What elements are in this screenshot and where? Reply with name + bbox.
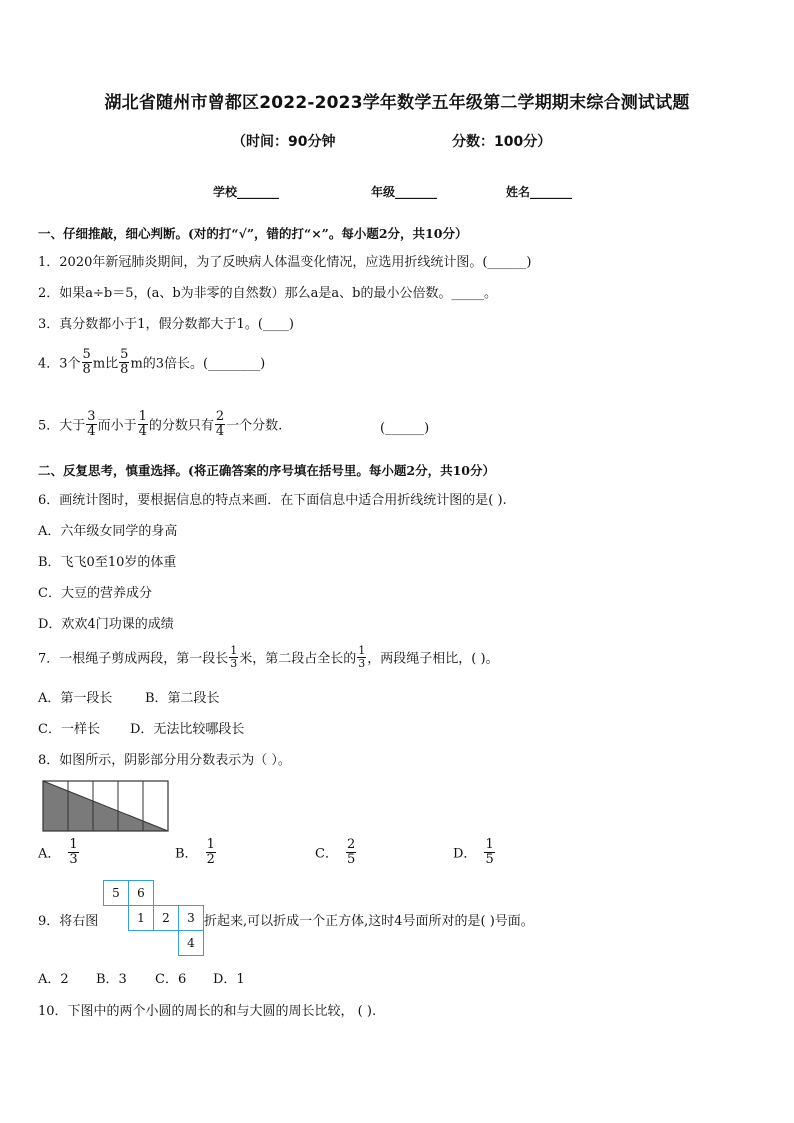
q6-option-a: A．六年级女同学的身高 — [38, 524, 178, 539]
q7-f2-denominator: 3 — [358, 656, 366, 670]
q7-text-a: 7．一根绳子剪成两段，第一段长 — [38, 651, 229, 667]
q4-f2-numerator: 5 — [120, 347, 129, 362]
q5-f1-denominator: 4 — [87, 423, 96, 439]
school-field: 学校_______ — [213, 185, 280, 199]
q5-f3-numerator: 2 — [215, 409, 225, 424]
q9-option-b: B．3 — [96, 972, 127, 987]
cube-net-face-3: 3 — [178, 905, 204, 931]
q8-option-d — [453, 838, 496, 866]
exam-time: （时间：90分钟 — [232, 134, 336, 150]
section2-heading: 二、反复思考，慎重选择。(将正确答案的序号填在括号里。每小题2分，共10分） — [38, 463, 496, 478]
q8-option-b — [175, 838, 217, 866]
question-8: 8．如图所示，阴影部分用分数表示为（ ）。 — [38, 753, 291, 768]
q5-f3-denominator: 4 — [215, 423, 225, 439]
q8-option-b-fraction — [206, 838, 216, 866]
q8-d-denominator: 5 — [485, 851, 494, 867]
question-5 — [38, 410, 282, 438]
q7-fraction-1 — [229, 645, 238, 669]
q8-c-numerator: 2 — [346, 837, 356, 852]
q4-fraction-1 — [82, 348, 92, 376]
q5-text-d: 一个分数. — [226, 418, 283, 434]
cube-net-face-2: 2 — [153, 905, 179, 931]
q7-option-b: B．第二段长 — [145, 691, 220, 706]
question-2: 2．如果a÷b＝5，(a、b为非零的自然数）那么a是a、b的最小公倍数。_____。 — [38, 286, 497, 301]
q5-text-c: 的分数只有 — [148, 418, 214, 434]
q7-option-a: A．第一段长 — [38, 691, 113, 706]
q5-text-b: 而小于 — [97, 418, 137, 434]
q5-fraction-2 — [138, 410, 148, 438]
q9-option-d: D．1 — [213, 972, 245, 987]
q5-fraction-3 — [215, 410, 225, 438]
q5-f2-denominator: 4 — [138, 423, 147, 439]
q4-f1-denominator: 8 — [82, 361, 91, 377]
q7-text-b: 米，第二段占全长的 — [239, 651, 357, 667]
q7-fraction-2 — [357, 645, 366, 669]
q8-option-a-fraction — [68, 838, 78, 866]
question-3: 3．真分数都小于1，假分数都大于1。(____) — [38, 317, 294, 332]
page-title: 湖北省随州市曾都区2022-2023学年数学五年级第二学期期末综合测试试题 — [104, 93, 690, 113]
q8-option-a-label: A． — [38, 846, 61, 862]
q4-text-c: m的3倍长。(________) — [130, 356, 266, 372]
q8-option-c-label: C． — [315, 846, 338, 862]
q6-option-d: D．欢欢4门功课的成绩 — [38, 617, 174, 632]
q7-f2-numerator: 1 — [358, 644, 366, 657]
q4-f1-numerator: 5 — [82, 347, 91, 362]
cube-net-face-6: 6 — [128, 880, 154, 906]
question-10: 10．下图中的两个小圆的周长的和与大圆的周长比较， ( ). — [38, 1004, 377, 1019]
q9-suffix: 折起来,可以折成一个正方体,这时4号面所对的是( )号面。 — [204, 914, 534, 929]
q5-f1-numerator: 3 — [87, 409, 96, 424]
q5-text-a: 5．大于 — [38, 418, 86, 434]
name-field: 姓名_______ — [506, 185, 573, 199]
question-7 — [38, 645, 499, 669]
q9-option-a: A．2 — [38, 972, 69, 987]
q6-option-b: B．飞飞0至10岁的体重 — [38, 555, 177, 570]
q4-text-a: 4．3个 — [38, 356, 81, 372]
question-1: 1．2020年新冠肺炎期间，为了反映病人体温变化情况，应选用折线统计图。(______) — [38, 255, 532, 270]
q5-answer-blank: (______) — [380, 421, 430, 436]
q7-f1-numerator: 1 — [230, 644, 238, 657]
q8-option-c-fraction — [346, 838, 356, 866]
q8-option-c — [315, 838, 357, 866]
cube-net-face-5: 5 — [103, 880, 129, 906]
q4-f2-denominator: 8 — [120, 361, 129, 377]
q4-fraction-2 — [119, 348, 129, 376]
q8-a-denominator: 3 — [69, 851, 78, 867]
q7-f1-denominator: 3 — [230, 656, 238, 670]
q8-option-d-fraction — [484, 838, 494, 866]
q9-option-c: C．6 — [155, 972, 187, 987]
exam-score: 分数：100分） — [452, 134, 552, 150]
q9-prefix: 9．将右图 — [38, 914, 99, 929]
question-6: 6．画统计图时，要根据信息的特点来画．在下面信息中适合用折线统计图的是( ). — [38, 493, 507, 508]
q8-d-numerator: 1 — [485, 837, 494, 852]
q8-option-a — [38, 838, 80, 866]
grade-field: 年级_______ — [371, 185, 438, 199]
q7-option-c: C．一样长 — [38, 722, 100, 737]
question-4 — [38, 348, 265, 376]
q8-b-numerator: 1 — [206, 837, 215, 852]
q8-option-b-label: B． — [175, 846, 198, 862]
q5-fraction-1 — [86, 410, 96, 438]
q5-f2-numerator: 1 — [138, 409, 147, 424]
q8-a-numerator: 1 — [69, 837, 78, 852]
q7-text-c: ，两段绳子相比，( )。 — [367, 651, 499, 667]
q8-shaded-rectangle-figure — [42, 780, 172, 832]
section1-heading: 一、仔细推敲，细心判断。(对的打“√”，错的打“×”。每小题2分，共10分） — [38, 226, 468, 241]
q6-option-c: C．大豆的营养成分 — [38, 586, 152, 601]
q8-b-denominator: 2 — [206, 851, 215, 867]
q8-c-denominator: 5 — [346, 851, 356, 867]
q8-option-d-label: D． — [453, 846, 477, 862]
cube-net-face-1: 1 — [128, 905, 154, 931]
q4-text-b: m比 — [92, 356, 119, 372]
q7-option-d: D．无法比较哪段长 — [130, 722, 245, 737]
cube-net-face-4: 4 — [178, 930, 204, 956]
